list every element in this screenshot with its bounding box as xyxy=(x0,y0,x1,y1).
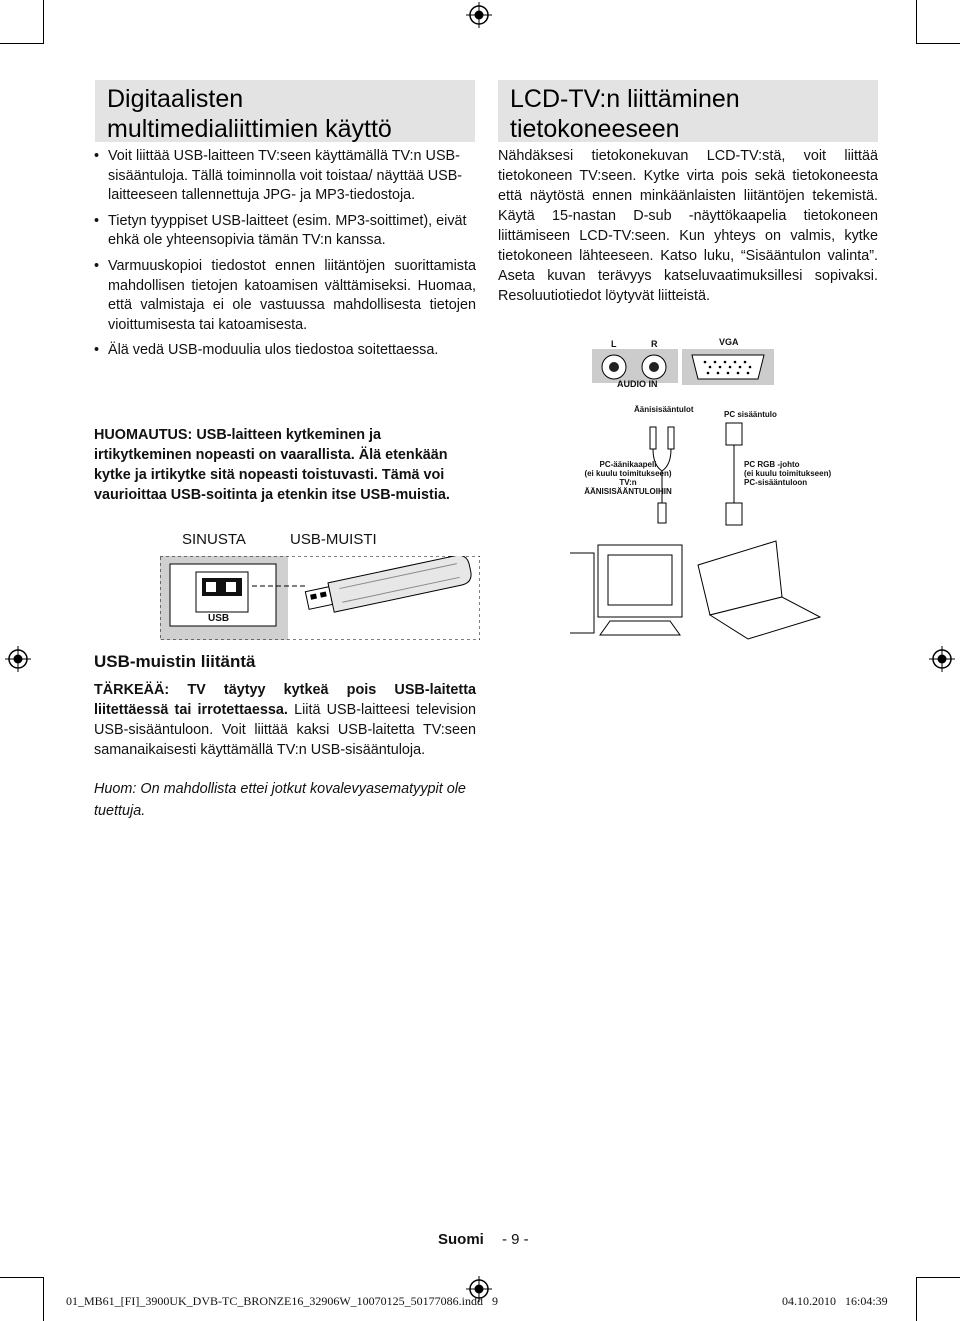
usb-warning: HUOMAUTUS: USB-laitteen kytkeminen ja irtikytkeminen nopeasti on vaarallista. Älä etenkään kytke ja irtikytke sitä nopeasti toistuvasti. Tämä voi vaurioittaa USB-soitinta ja etenkin itse USB-muistia. xyxy=(94,427,450,503)
bullet-item: • Älä vedä USB-moduulia ulos tiedostoa soitettaessa. xyxy=(94,341,476,361)
usb-harddisk-note: Huom: On mahdollista ettei jotkut kovalevyasematyypit ole tuettuja. xyxy=(94,781,466,819)
caption-line: (ei kuulu toimitukseen) xyxy=(744,469,832,478)
usb-important-bold: TÄRKEÄÄ: TV täytyy kytkeä pois USB-laitetta liitettäessä tai irrotettaessa. xyxy=(94,682,476,718)
crop-mark xyxy=(0,43,44,44)
footer-page-number: - 9 - xyxy=(502,1231,529,1248)
usb-memory-label: USB-MUISTI xyxy=(290,531,377,548)
label-audio-outputs: Äänisisääntulot xyxy=(634,405,694,414)
bullet-item: • Tietyn tyyppiset USB-laitteet (esim. MP3-soittimet), eivät ehkä ole yhteensopivia tämän TV:n kanssa. xyxy=(94,212,476,251)
heading-line: Digitaalisten xyxy=(107,85,244,113)
crop-mark xyxy=(916,0,917,44)
heading-line: tietokoneeseen xyxy=(510,115,680,143)
caption-line: PC RGB -johto xyxy=(744,460,800,469)
crop-mark xyxy=(43,1277,44,1321)
caption-line: PC-sisääntuloon xyxy=(744,478,808,487)
usb-port-illustration xyxy=(160,556,480,640)
label-l: L xyxy=(611,339,617,349)
multimedia-bullet-list xyxy=(94,147,476,367)
section-heading-pc-connection xyxy=(498,80,878,142)
label-audio-in: AUDIO IN xyxy=(617,379,658,389)
pc-connection-paragraph: Nähdäksesi tietokonekuvan LCD-TV:stä, voit liittää tietokoneen TV:seen. Kytke virta pois sekä tietokoneesta että näytöstä ennen minkäänlaisten liitäntöjen tekemistä. Käytä 15-nastan D-sub -näyttökaapelia tietokoneen liittämiseen LCD-TV:seen. Kun yhteys on valmis, kytke tietokoneen lähteeseen. Katso luku, “Sisääntulon valinta”. Aseta kuvan terävyys katseluvaatimuksillesi sopivaksi. Resoluutiotiedot löytyvät liitteistä. xyxy=(498,148,878,304)
crop-mark xyxy=(43,0,44,44)
usb-connection-heading: USB-muistin liitäntä xyxy=(94,652,256,671)
usb-side-label: SINUSTA xyxy=(182,531,246,548)
caption-line: (ei kuulu toimitukseen) xyxy=(584,469,672,478)
caption-line: TV:n xyxy=(619,478,637,487)
crop-mark xyxy=(916,43,960,44)
crop-mark xyxy=(0,1277,44,1278)
label-r: R xyxy=(651,339,658,349)
bullet-item: • Voit liittää USB-laitteen TV:seen käyttämällä TV:n USB-sisääntuloja. Tällä toiminnolla voit toistaa/ näyttää USB-laitteeseen tallennettuja JPG- ja MP3-tiedostoja. xyxy=(94,147,476,206)
registration-mark-left xyxy=(5,646,31,672)
audio-cable-caption xyxy=(580,460,676,496)
caption-line: PC-äänikaapeli xyxy=(599,460,657,469)
bullet-item: • Varmuuskopioi tiedostot ennen liitäntöjen suorittamista mahdollisen tietojen katoamisen välttämiseksi. Huomaa, että valmistaja ei ole vastuussa mahdollisesta tietojen vioittumisesta tai katoamisesta. xyxy=(94,257,476,335)
registration-mark-top xyxy=(466,2,492,28)
registration-mark-right xyxy=(929,646,955,672)
label-pc-input: PC sisääntulo xyxy=(724,410,777,419)
usb-important-rest: Liitä USB-laitteesi television USB-sisääntuloon. Voit liittää kaksi USB-laitetta TV:seen samanaikaisesti käyttämällä TV:n USB-sisääntuloja. xyxy=(94,702,476,758)
label-vga: VGA xyxy=(719,337,739,347)
section-heading-multimedia xyxy=(95,80,475,142)
usb-connection-text xyxy=(94,680,476,760)
heading-line: multimedialiittimien käyttö xyxy=(107,115,392,143)
heading-line: LCD-TV:n liittäminen xyxy=(510,85,740,113)
print-slug-file: 01_MB61_[FI]_3900UK_DVB-TC_BRONZE16_32906W_10070125_50177086.indd 9 xyxy=(66,1294,498,1308)
rgb-cable-caption xyxy=(744,460,831,487)
usb-port-label: USB xyxy=(208,613,230,624)
footer-language: Suomi xyxy=(438,1231,484,1248)
crop-mark xyxy=(916,1277,917,1321)
caption-line: ÄÄNISISÄÄNTULOIHIN xyxy=(584,487,672,496)
crop-mark xyxy=(916,1277,960,1278)
print-slug-date: 04.10.2010 16:04:39 xyxy=(782,1294,888,1308)
